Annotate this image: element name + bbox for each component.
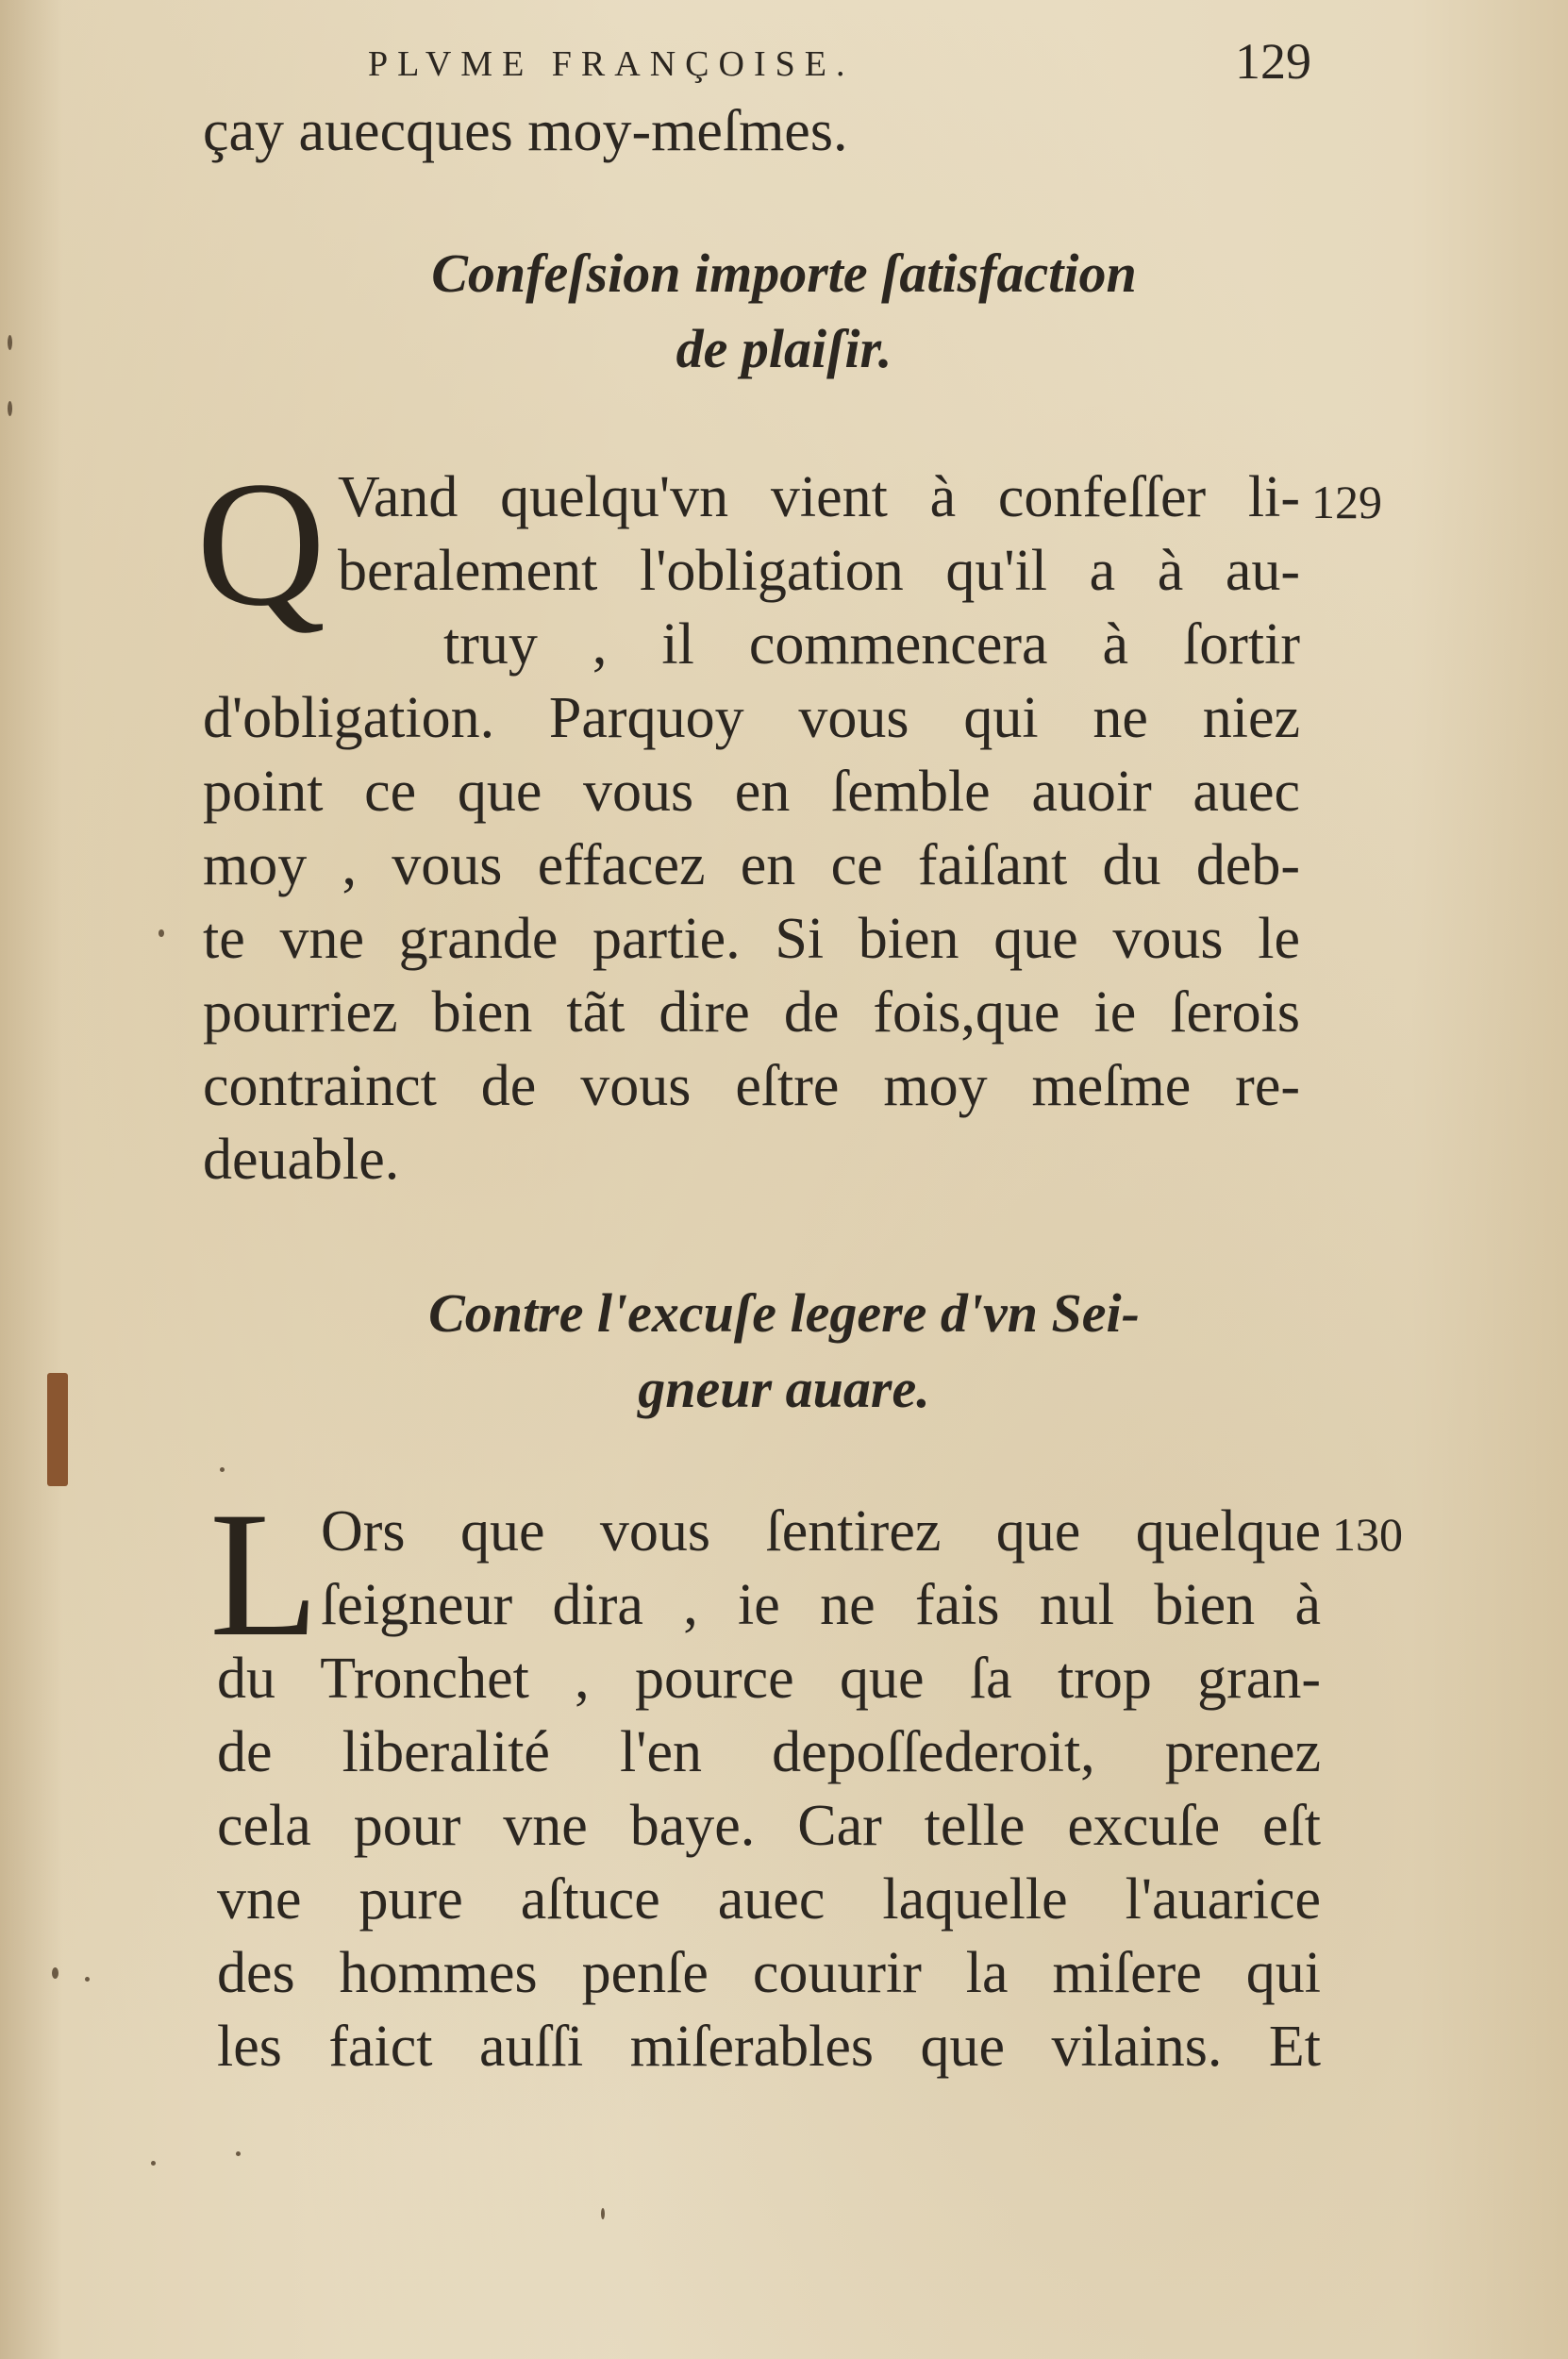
ink-speck xyxy=(158,929,164,937)
section-heading-line: Confeſsion importe ſatisfaction xyxy=(431,243,1137,304)
paragraph-line: te vne grande partie. Si bien que vous le xyxy=(203,907,1300,971)
paragraph-line: moy , vous effacez en ce faiſant du deb- xyxy=(203,833,1300,897)
ink-speck xyxy=(85,1977,90,1982)
margin-number: 130 xyxy=(1332,1508,1403,1561)
binding-mark xyxy=(47,1373,68,1486)
paragraph-line: truy , il commencera à ſortir xyxy=(443,612,1300,677)
ink-speck xyxy=(151,2161,156,2166)
drop-cap: Q xyxy=(196,445,326,644)
paragraph-line: d'obligation. Parquoy vous qui ne niez xyxy=(203,686,1300,750)
page-number: 129 xyxy=(1235,33,1311,90)
paragraph-line: Vand quelqu'vn vient à confeſſer li- xyxy=(338,465,1300,529)
ink-speck xyxy=(8,335,12,350)
section-heading-line: de plaiſir. xyxy=(676,318,892,379)
paragraph-line: point ce que vous en ſemble auoir auec xyxy=(203,760,1300,824)
margin-number: 129 xyxy=(1311,476,1382,528)
paragraph-line: des hommes penſe couurir la miſere qui xyxy=(217,1941,1321,2005)
running-head xyxy=(340,26,1311,92)
continuation-line: çay auecques moy-meſmes. xyxy=(203,99,848,163)
drop-cap: L xyxy=(209,1476,320,1674)
paragraph-line: deuable. xyxy=(203,1128,400,1192)
paragraph-line: contrainct de vous eſtre moy meſme re- xyxy=(203,1054,1300,1118)
paragraph-line: ſeigneur dira , ie ne fais nul bien à xyxy=(321,1573,1321,1637)
paragraph-line: beralement l'obligation qu'il a à au- xyxy=(338,539,1300,603)
ink-speck xyxy=(236,2151,241,2156)
section-heading-line: gneur auare. xyxy=(638,1358,930,1419)
running-title: PLVME FRANÇOISE. xyxy=(368,44,855,84)
paragraph-line: Ors que vous ſentirez que quelque xyxy=(321,1499,1321,1564)
ink-speck xyxy=(52,1967,58,1979)
ink-speck xyxy=(601,2208,605,2219)
section-heading-line: Contre l'excuſe legere d'vn Sei- xyxy=(428,1282,1140,1344)
paragraph-line: vne pure aſtuce auec laquelle l'auarice xyxy=(217,1867,1321,1932)
paragraph-line: les faict auſſi miſerables que vilains. Et xyxy=(217,2015,1321,2079)
paragraph-line: cela pour vne baye. Car telle excuſe eſt xyxy=(217,1794,1321,1858)
paragraph-line: du Tronchet , pource que ſa trop gran- xyxy=(217,1647,1321,1711)
paragraph-line: de liberalité l'en depoſſederoit, prenez xyxy=(217,1720,1321,1784)
ink-speck xyxy=(8,401,12,416)
paragraph-line: pourriez bien tãt dire de fois,que ie ſerois xyxy=(203,980,1300,1045)
ink-speck xyxy=(220,1467,225,1472)
